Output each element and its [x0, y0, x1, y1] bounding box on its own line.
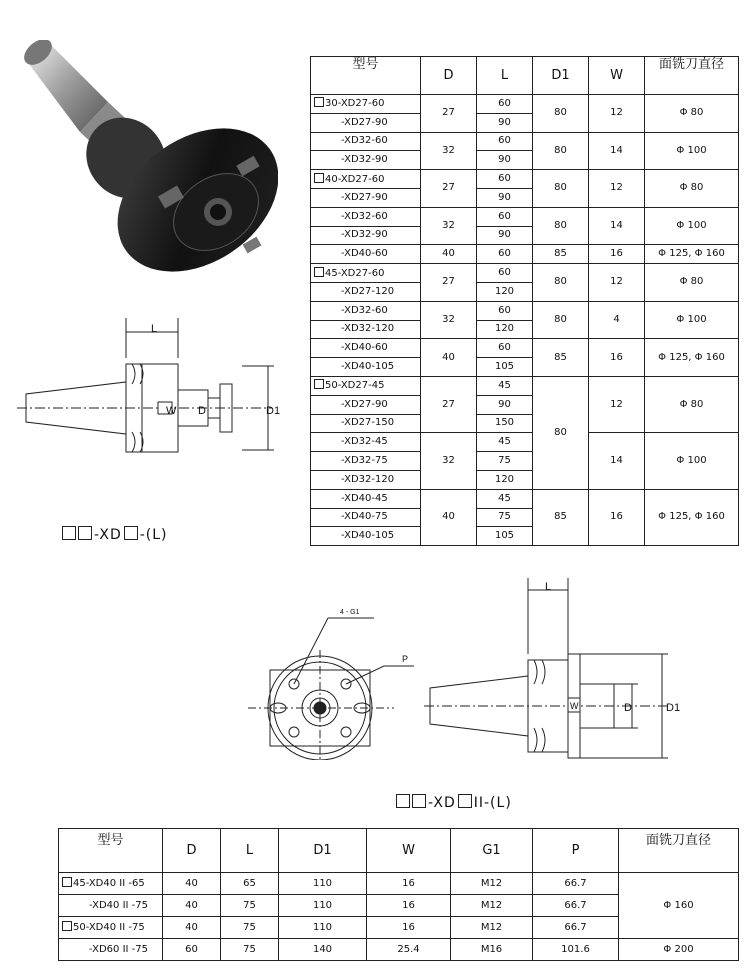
header-P: P: [533, 829, 619, 873]
dim-P-label: P: [402, 654, 409, 664]
cell-L: 75: [221, 939, 279, 961]
table1-header-row: [311, 57, 739, 95]
cell-W: 16: [589, 339, 645, 377]
cell-W: 12: [589, 170, 645, 208]
model-cell: -XD27-90: [311, 188, 421, 207]
cell-W: 12: [589, 264, 645, 302]
header-W: W: [367, 829, 451, 873]
cell-dia: Φ 160: [619, 873, 739, 939]
table-row: [311, 489, 739, 508]
cell-W: 25.4: [367, 939, 451, 961]
model-cell: 30-XD27-60: [311, 95, 421, 114]
dim-D1-label-2: D1: [666, 702, 681, 714]
cell-D1: 80: [533, 301, 589, 339]
cell-L: 75: [477, 452, 533, 471]
dim-W-label: W: [166, 405, 177, 417]
table-row: [311, 245, 739, 264]
placeholder-box: [124, 526, 138, 540]
cell-W: 16: [589, 489, 645, 545]
header-D1: D1: [533, 57, 589, 95]
placeholder-box: [314, 267, 324, 277]
table-row: [311, 170, 739, 189]
cell-D: 40: [163, 895, 221, 917]
model-cell: -XD32-120: [311, 320, 421, 339]
cell-dia: Φ 100: [645, 433, 739, 489]
dim-G1-label: 4 - G1: [340, 609, 360, 616]
cell-dia: Φ 100: [645, 207, 739, 245]
type-label-2: [396, 794, 512, 811]
header-D: D: [163, 829, 221, 873]
placeholder-box: [314, 97, 324, 107]
cell-L: 60: [477, 207, 533, 226]
cell-W: 12: [589, 95, 645, 133]
type-label-suffix: -(L): [484, 795, 512, 811]
model-cell: -XD40-60: [311, 245, 421, 264]
cell-G1: M12: [451, 873, 533, 895]
toolholder-photo: [18, 40, 278, 280]
cell-W: 16: [367, 895, 451, 917]
cell-D: 40: [163, 917, 221, 939]
cell-P: 66.7: [533, 917, 619, 939]
model-cell: -XD40 II -75: [59, 895, 163, 917]
model-cell: -XD32-75: [311, 452, 421, 471]
cell-D: 40: [163, 873, 221, 895]
model-cell: -XD32-60: [311, 132, 421, 151]
model-cell: -XD27-120: [311, 282, 421, 301]
header-model: 型号: [311, 57, 421, 95]
table-row: [311, 264, 739, 283]
cell-L: 75: [477, 508, 533, 527]
model-cell: -XD40-105: [311, 358, 421, 377]
cell-L: 150: [477, 414, 533, 433]
model-cell: -XD40-60: [311, 339, 421, 358]
header-dia: 面铣刀直径: [645, 57, 739, 95]
cell-D: 40: [421, 489, 477, 545]
model-cell: 50-XD27-45: [311, 376, 421, 395]
model-cell: -XD32-90: [311, 226, 421, 245]
header-L: L: [477, 57, 533, 95]
cell-D: 32: [421, 433, 477, 489]
cell-L: 90: [477, 188, 533, 207]
cell-D1: 80: [533, 264, 589, 302]
cell-L: 75: [221, 917, 279, 939]
cell-L: 60: [477, 339, 533, 358]
cell-L: 45: [477, 489, 533, 508]
cell-L: 60: [477, 301, 533, 320]
cell-W: 14: [589, 207, 645, 245]
model-cell: 45-XD40 II -65: [59, 873, 163, 895]
header-W: W: [589, 57, 645, 95]
cell-W: 16: [367, 873, 451, 895]
model-cell: -XD32-60: [311, 207, 421, 226]
cell-G1: M12: [451, 895, 533, 917]
cell-L: 60: [477, 245, 533, 264]
placeholder-box: [412, 794, 426, 808]
cell-D1: 85: [533, 245, 589, 264]
cell-W: 16: [589, 245, 645, 264]
header-D1: D1: [279, 829, 367, 873]
table-row: [59, 873, 739, 895]
cell-L: 120: [477, 320, 533, 339]
placeholder-box: [314, 173, 324, 183]
table-row: [59, 939, 739, 961]
model-cell: -XD32-60: [311, 301, 421, 320]
model-cell: 40-XD27-60: [311, 170, 421, 189]
cell-D1: 85: [533, 489, 589, 545]
cell-D1: 110: [279, 917, 367, 939]
model-cell: 50-XD40 II -75: [59, 917, 163, 939]
cell-L: 90: [477, 226, 533, 245]
cell-L: 90: [477, 113, 533, 132]
cell-dia: Φ 80: [645, 170, 739, 208]
table-row: [311, 207, 739, 226]
cell-W: 4: [589, 301, 645, 339]
front-view-drawing: [244, 600, 424, 760]
cell-D: 27: [421, 95, 477, 133]
cell-dia: Φ 125, Φ 160: [645, 245, 739, 264]
model-cell: -XD40-45: [311, 489, 421, 508]
placeholder-box: [314, 379, 324, 389]
dim-D1-label: D1: [266, 405, 281, 417]
placeholder-box: [62, 526, 76, 540]
dim-D-label: D: [198, 405, 206, 417]
cell-dia: Φ 80: [645, 95, 739, 133]
dim-W-label-2: W: [570, 701, 579, 711]
cell-D1: 80: [533, 95, 589, 133]
placeholder-box: [62, 921, 72, 931]
cell-D: 32: [421, 301, 477, 339]
cell-D1: 80: [533, 376, 589, 489]
placeholder-box: [78, 526, 92, 540]
cell-W: 16: [367, 917, 451, 939]
type-label-text: -XD: [94, 527, 122, 543]
cell-L: 65: [221, 873, 279, 895]
cell-L: 45: [477, 433, 533, 452]
model-cell: -XD32-45: [311, 433, 421, 452]
cell-W: 12: [589, 376, 645, 432]
table-row: [311, 339, 739, 358]
model-cell: -XD32-90: [311, 151, 421, 170]
header-G1: G1: [451, 829, 533, 873]
spec-table-1: [310, 56, 739, 546]
cell-D: 40: [421, 339, 477, 377]
cell-W: 14: [589, 433, 645, 489]
cell-D1: 80: [533, 170, 589, 208]
placeholder-box: [396, 794, 410, 808]
model-cell: -XD27-90: [311, 113, 421, 132]
cell-L: 120: [477, 470, 533, 489]
cell-D1: 110: [279, 873, 367, 895]
cell-D: 27: [421, 264, 477, 302]
model-cell: -XD40-75: [311, 508, 421, 527]
cell-G1: M12: [451, 917, 533, 939]
cell-D: 32: [421, 132, 477, 170]
model-cell: 45-XD27-60: [311, 264, 421, 283]
table2-header-row: [59, 829, 739, 873]
cell-D1: 110: [279, 895, 367, 917]
cell-dia: Φ 100: [645, 132, 739, 170]
side-view-drawing-1: [12, 318, 302, 468]
cell-D: 32: [421, 207, 477, 245]
model-cell: -XD27-150: [311, 414, 421, 433]
dim-L-label: L: [150, 323, 158, 335]
type-label-text: -XD: [428, 795, 456, 811]
dim-D-label-2: D: [624, 702, 632, 714]
cell-D: 27: [421, 376, 477, 432]
cell-L: 90: [477, 151, 533, 170]
table-row: [311, 301, 739, 320]
header-model: 型号: [59, 829, 163, 873]
cell-L: 105: [477, 358, 533, 377]
side-view-drawing-2: [424, 578, 714, 768]
cell-dia: Φ 100: [645, 301, 739, 339]
cell-D: 40: [421, 245, 477, 264]
header-L: L: [221, 829, 279, 873]
model-cell: -XD27-90: [311, 395, 421, 414]
cell-dia: Φ 200: [619, 939, 739, 961]
placeholder-box: [458, 794, 472, 808]
header-D: D: [421, 57, 477, 95]
table-row: [311, 95, 739, 114]
header-dia: 面铣刀直径: [619, 829, 739, 873]
table-row: [311, 376, 739, 395]
cell-dia: Φ 125, Φ 160: [645, 339, 739, 377]
cell-P: 66.7: [533, 873, 619, 895]
cell-W: 14: [589, 132, 645, 170]
model-cell: -XD40-105: [311, 527, 421, 546]
cell-L: 60: [477, 170, 533, 189]
dim-L-label-2: L: [544, 581, 552, 593]
type-label-1: [62, 526, 168, 543]
cell-L: 120: [477, 282, 533, 301]
cell-L: 90: [477, 395, 533, 414]
cell-D: 27: [421, 170, 477, 208]
cell-L: 105: [477, 527, 533, 546]
table-row: [311, 132, 739, 151]
cell-L: 60: [477, 95, 533, 114]
cell-L: 75: [221, 895, 279, 917]
spec-table-2: [58, 828, 739, 961]
placeholder-box: [62, 877, 72, 887]
cell-D1: 80: [533, 207, 589, 245]
model-cell: -XD60 II -75: [59, 939, 163, 961]
cell-L: 45: [477, 376, 533, 395]
model-cell: -XD32-120: [311, 470, 421, 489]
cell-D1: 80: [533, 132, 589, 170]
cell-D1: 85: [533, 339, 589, 377]
cell-P: 66.7: [533, 895, 619, 917]
cell-L: 60: [477, 132, 533, 151]
cell-G1: M16: [451, 939, 533, 961]
cell-dia: Φ 125, Φ 160: [645, 489, 739, 545]
cell-L: 60: [477, 264, 533, 283]
cell-D: 60: [163, 939, 221, 961]
cell-dia: Φ 80: [645, 264, 739, 302]
table-row: [311, 433, 739, 452]
cell-P: 101.6: [533, 939, 619, 961]
type-label-mid: II: [473, 795, 484, 811]
cell-D1: 140: [279, 939, 367, 961]
type-label-suffix: -(L): [139, 527, 168, 543]
cell-dia: Φ 80: [645, 376, 739, 432]
